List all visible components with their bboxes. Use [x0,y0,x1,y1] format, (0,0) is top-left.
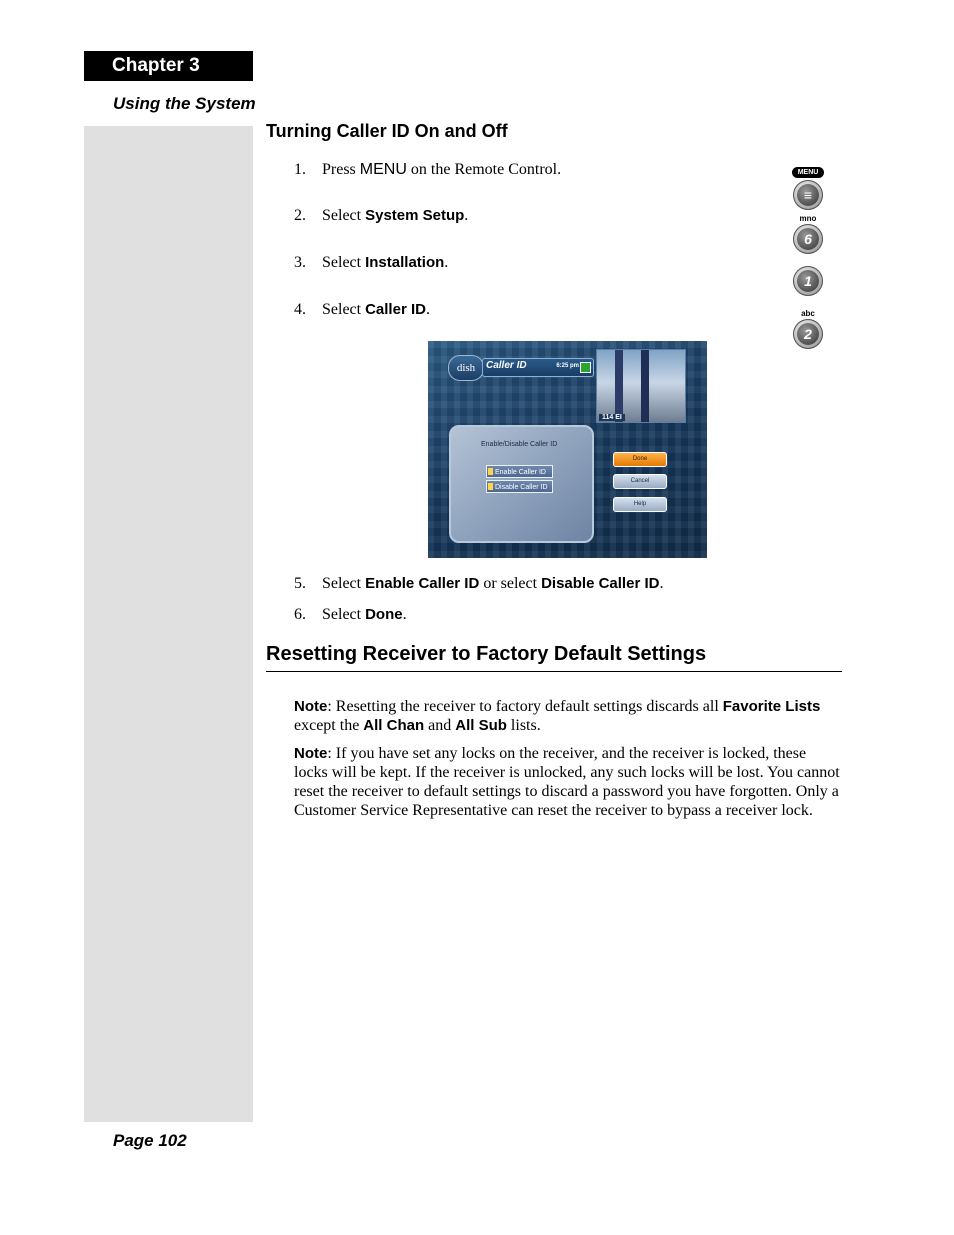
step-text: . [402,606,407,623]
step-bold-text: Installation [365,254,445,271]
note-text: : If you have set any locks on the receiver, and the receiver is locked, these locks will be kept. If the receiver is unlocked, any such locks will be lost. You cannot reset the receiver to default settings to discard a password you have forgotten. Only a Customer Service Representative can reset the receiver to bypass a receiver lock. [294,745,840,819]
done-button[interactable]: Done [613,452,667,467]
channel-label: 114 EI [599,414,625,421]
section-label: Using the System [113,94,256,113]
step-bold-text: Caller ID [365,301,426,318]
note-text: except the [294,717,364,734]
step-text: Select [322,301,366,318]
dish-logo: dish [448,355,484,381]
note-bold-text: All Sub [455,717,507,734]
step-text: or select [479,575,542,592]
step-bold-text: Done [365,606,403,623]
digit-6: 6 [797,228,819,250]
step-text: Press [322,161,360,178]
note-label: Note [294,745,328,762]
help-button[interactable]: Help [613,497,667,512]
step-text: . [425,301,430,318]
step-number: 2. [294,207,306,224]
step-1 [294,160,561,180]
note-text: and [424,717,456,734]
disable-caller-id-option[interactable] [486,480,553,493]
step-2 [294,206,468,226]
step-text: Select [322,254,366,271]
screen-title-bar [482,358,594,377]
note-favorite-lists [294,697,842,735]
note-label: Note [294,698,328,715]
mno-label: mno [799,214,817,223]
step-bold-text: Enable Caller ID [365,575,480,592]
digit-1: 1 [797,270,819,292]
note-text: lists. [506,717,541,734]
step-text: Select [322,606,366,623]
step-bold-text: Disable Caller ID [541,575,660,592]
step-text: . [444,254,449,271]
caller-id-screenshot [428,341,707,558]
caller-id-heading: Turning Caller ID On and Off [266,121,508,141]
step-text: . [659,575,664,592]
step-3 [294,253,448,273]
step-text: . [464,207,469,224]
menu-button-icon [793,180,823,210]
step-number: 5. [294,575,306,592]
step-text: on the Remote Control. [406,161,562,178]
step-5 [294,574,663,594]
step-number: 4. [294,301,306,318]
panel-title: Enable/Disable Caller ID [481,441,558,448]
menu-key-text: MENU [359,161,407,178]
note-text: : Resetting the receiver to factory default settings discards all [327,698,723,715]
checkbox-icon [488,483,493,490]
number-6-button-icon [793,224,823,254]
step-number: 6. [294,606,306,623]
step-bold-text: System Setup [365,207,465,224]
digit-2: 2 [797,323,819,345]
screen-time: 6:25 pm [556,363,579,369]
menu-button-label: MENU [792,167,824,178]
step-text: Select [322,207,366,224]
menu-glyph: ≡ [797,184,819,206]
page-number: Page 102 [113,1131,187,1150]
step-number: 1. [294,161,306,178]
abc-label: abc [801,309,815,318]
options-panel [449,425,594,543]
enable-caller-id-option[interactable] [486,465,553,478]
reset-heading: Resetting Receiver to Factory Default Settings [266,643,842,672]
number-2-button-icon [793,319,823,349]
tv-status-icon [580,362,591,373]
cancel-button[interactable]: Cancel [613,474,667,489]
sidebar-panel [84,126,253,1122]
option-label: Enable Caller ID [495,469,546,476]
option-label: Disable Caller ID [495,484,548,491]
note-locks [294,744,842,820]
step-4 [294,300,430,320]
note-bold-text: All Chan [363,717,425,734]
step-text: Select [322,575,366,592]
number-1-button-icon [793,266,823,296]
step-number: 3. [294,254,306,271]
note-bold-text: Favorite Lists [722,698,821,715]
chapter-tab: Chapter 3 [84,51,253,81]
checkbox-icon [488,468,493,475]
video-preview [596,349,686,423]
screen-title: Caller ID [486,360,527,371]
step-6 [294,605,407,625]
